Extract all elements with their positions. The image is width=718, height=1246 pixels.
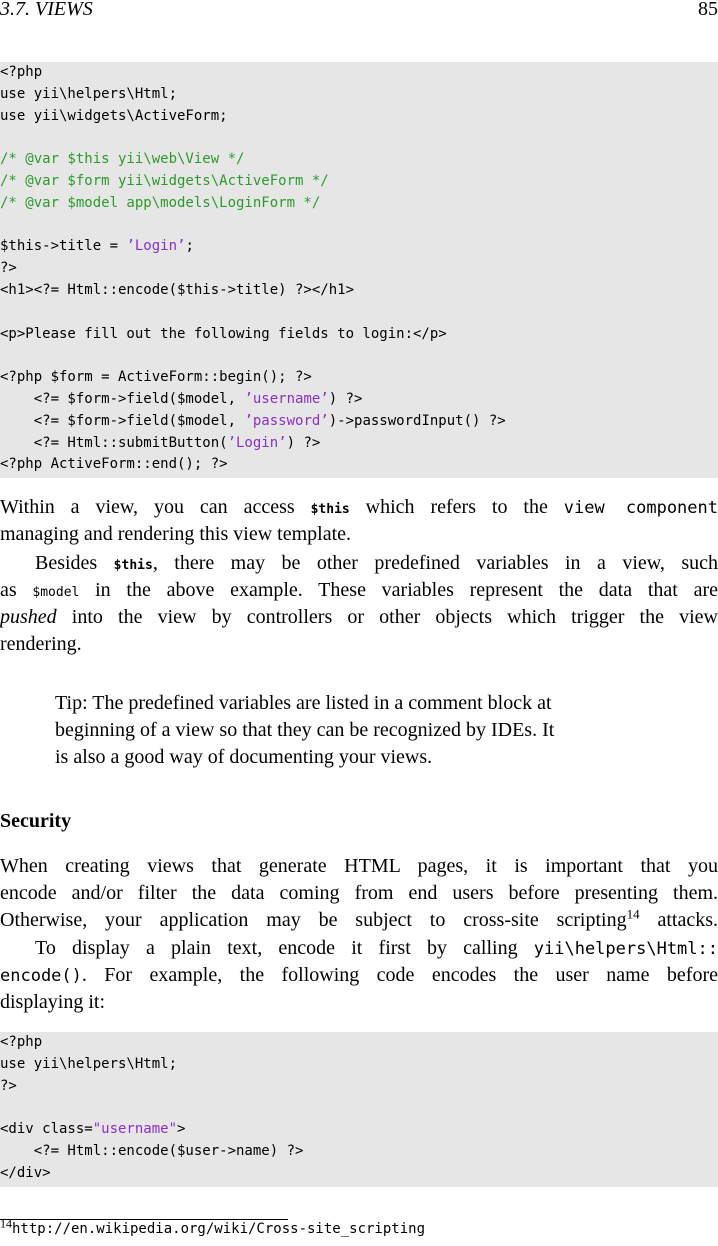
code-text: <?php [0, 1034, 43, 1050]
code-text: <?php [0, 64, 43, 80]
code-line [0, 258, 718, 280]
code-listing [0, 62, 718, 476]
paragraph-predefined-variables [0, 550, 718, 658]
text-line: displaying it: [0, 991, 105, 1013]
code-line [0, 454, 718, 476]
code-line [0, 127, 718, 149]
text-line: encode(). For example, the following code encodes the user name before [0, 964, 718, 986]
code-comment: /* @var $form yii\widgets\ActiveForm */ [0, 172, 329, 189]
code-comment: /* @var $model app\models\LoginForm */ [0, 194, 321, 211]
code-text: <?= $form->field($model, [0, 390, 245, 407]
tip-line: Tip: The predefined variables are listed in a comment block at [55, 692, 552, 714]
code-listing [0, 1032, 718, 1185]
code-text: use yii\widgets\ActiveForm; [0, 107, 228, 124]
tip-box [55, 690, 665, 771]
code-text: <h1><?= Html::encode($this->title) ?></h1> [0, 281, 355, 298]
code-text: <?= Html::encode($user->name) ?> [0, 1142, 304, 1159]
code-text: ) ?> [286, 434, 321, 451]
footnote-ref: 14 [626, 906, 640, 922]
code-text: <?= Html::submitButton( [0, 434, 228, 451]
code-line [0, 193, 718, 215]
code-text: )->passwordInput() ?> [328, 412, 506, 429]
code-line [0, 84, 718, 106]
text-line: encode and/or filter the data coming from end users before presenting them. [0, 882, 718, 904]
paragraph-encode [0, 935, 718, 1016]
code-comment: /* @var $this yii\web\View */ [0, 151, 245, 168]
code-block-login-view [0, 62, 718, 478]
code-line [0, 411, 718, 433]
code-string: ’Login’ [227, 434, 287, 451]
code-line [0, 280, 718, 302]
text-line: as $model in the above example. These variables represent the data that are [0, 579, 718, 601]
text-line: When creating views that generate HTML pages, it is important that you [0, 855, 718, 877]
code-line [0, 1054, 718, 1076]
code-line [0, 1163, 718, 1185]
code-text: ?> [0, 260, 17, 277]
code-line [0, 324, 718, 346]
footnote [0, 1216, 426, 1237]
code-text: <div class= [0, 1121, 93, 1138]
code-line [0, 215, 718, 237]
code-line [0, 1097, 718, 1119]
code-line [0, 149, 718, 171]
code-text: ; [185, 238, 194, 255]
text-line: Otherwise, your application may be subject to cross-site scripting$^{14}$ attacks. [0, 906, 718, 931]
code-line [0, 345, 718, 367]
code-line [0, 62, 718, 84]
text-line: Besides $this, there may be other predefined variables in a view, such [35, 552, 718, 574]
paragraph-security [0, 853, 718, 934]
code-line [0, 433, 718, 455]
code-block-encode-example [0, 1032, 718, 1187]
tip-line: beginning of a view so that they can be recognized by IDEs. It [55, 719, 555, 741]
code-text: $this->title = [0, 238, 127, 255]
code-line [0, 302, 718, 324]
code-text: ?> [0, 1077, 17, 1094]
running-header [0, 0, 718, 22]
code-line [0, 236, 718, 258]
code-text: <?= $form->field($model, [0, 412, 245, 429]
code-string: ’Login’ [126, 238, 186, 255]
paragraph-this-variable [0, 494, 718, 548]
code-text: <p>Please fill out the following fields to login:</p> [0, 325, 447, 342]
code-string: "username" [92, 1121, 178, 1138]
text-line: Within a view, you can access $this which refers to the view component [0, 496, 718, 518]
code-line [0, 1141, 718, 1163]
code-string: ’password’ [244, 412, 329, 429]
code-text: ) ?> [328, 390, 363, 407]
footnote-link[interactable]: http://en.wikipedia.org/wiki/Cross-site_scripting [12, 1221, 426, 1237]
code-line [0, 1119, 718, 1141]
code-text: use yii\helpers\Html; [0, 1055, 178, 1072]
section-title: 3.7. VIEWS [0, 0, 93, 20]
code-text: <?php $form = ActiveForm::begin(); ?> [0, 369, 312, 386]
code-line [0, 171, 718, 193]
code-line [0, 389, 718, 411]
code-line [0, 367, 718, 389]
code-line [0, 1076, 718, 1098]
code-line [0, 106, 718, 128]
footnote-rule [0, 1219, 288, 1220]
code-line [0, 1032, 718, 1054]
text-line: To display a plain text, encode it first by calling yii\helpers\Html:: [35, 937, 718, 959]
tip-line: is also a good way of documenting your views. [55, 746, 433, 768]
code-text: > [177, 1121, 186, 1138]
code-text: </div> [0, 1164, 51, 1181]
code-string: ’username’ [244, 390, 329, 407]
section-heading-security: Security [0, 810, 72, 832]
code-text: <?php ActiveForm::end(); ?> [0, 456, 228, 473]
code-text: use yii\helpers\Html; [0, 85, 178, 102]
page-number: 85 [698, 0, 718, 20]
footnote-number: 14 [0, 1216, 12, 1231]
text-line: managing and rendering this view template. [0, 523, 352, 545]
text-line: rendering. [0, 633, 82, 655]
text-line: pushed into the view by controllers or other objects which trigger the view [0, 606, 718, 628]
